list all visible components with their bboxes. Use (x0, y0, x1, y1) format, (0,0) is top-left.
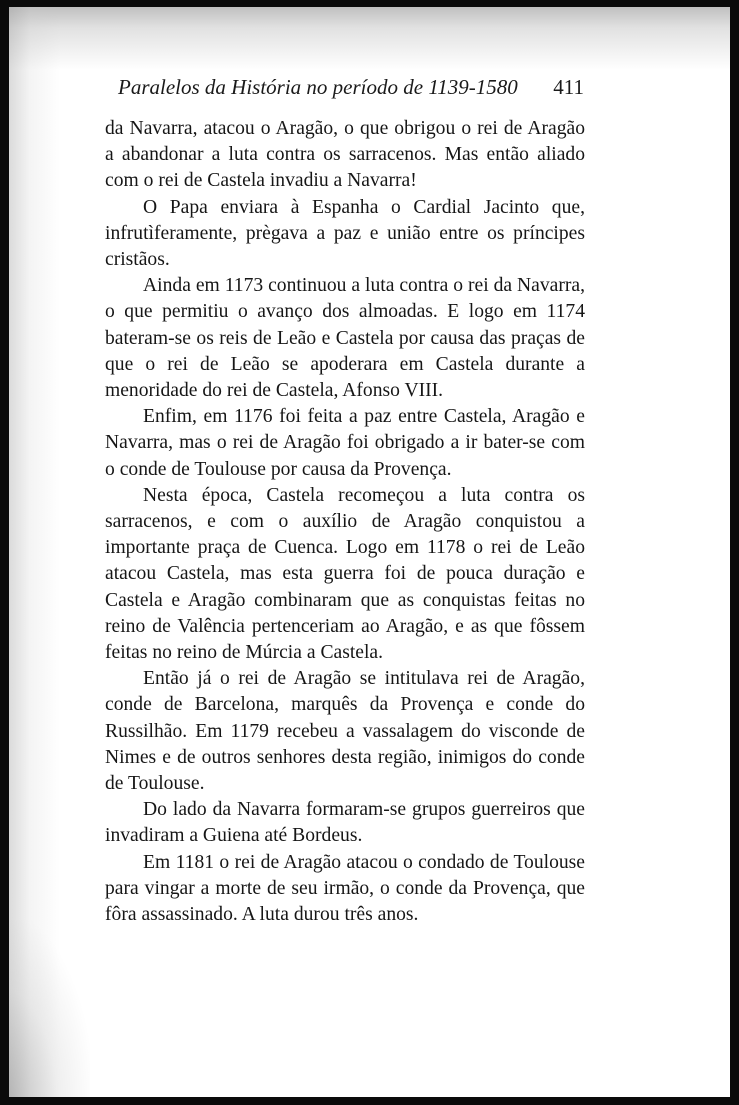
body-text (105, 116, 585, 928)
paragraph: Ainda em 1173 continuou a luta contra o rei da Navarra, o que permitiu o avanço dos almoadas. E logo em 1174 bateram-se os reis de Leão e Castela por causa das praças de que o rei de Leão se apoderara em Castela durante a menoridade do rei de Castela, Afonso VIII. (105, 275, 585, 402)
paragraph: O Papa enviara à Espanha o Cardial Jacinto que, infrutìferamente, prègava a paz e união entre os príncipes cristãos. (105, 196, 585, 271)
running-title: Paralelos da História no período de 1139-1580 (118, 75, 518, 99)
page-number: 411 (553, 75, 584, 99)
paragraph: Nesta época, Castela recomeçou a luta contra os sarracenos, e com o auxílio de Aragão conquistou a importante praça de Cuenca. Logo em 1178 o rei de Leão atacou Castela, mas esta guerra foi de pouca duração e Castela e Aragão combinaram que as conquistas feitas no reino de Valência pertenceriam ao Aragão, e as que fôssem feitas no reino de Múrcia a Castela. (105, 484, 585, 664)
scan-shadow-bottom-left (0, 920, 90, 1105)
page-header (118, 70, 584, 106)
paragraph: Enfim, em 1176 foi feita a paz entre Castela, Aragão e Navarra, mas o rei de Aragão foi obrigado a ir bater-se com o conde de Toulouse por causa da Provença. (105, 406, 585, 480)
paragraph: da Navarra, atacou o Aragão, o que obrigou o rei de Aragão a abandonar a luta contra os sarracenos. Mas então aliado com o rei de Castela invadiu a Navarra! (105, 118, 585, 192)
scan-shadow-top (0, 0, 739, 70)
paragraph: Em 1181 o rei de Aragão atacou o condado de Toulouse para vingar a morte de seu irmão, o conde da Provença, que fôra assassinado. A luta durou três anos. (105, 851, 585, 926)
paragraph: Então já o rei de Aragão se intitulava rei de Aragão, conde de Barcelona, marquês da Provença e conde do Russilhão. Em 1179 recebeu a vassalagem do visconde de Nimes e de outros senhores desta região, inimigos do conde de Toulouse. (105, 668, 585, 795)
paragraph: Do lado da Navarra formaram-se grupos guerreiros que invadiram a Guiena até Bordeus. (105, 799, 585, 847)
